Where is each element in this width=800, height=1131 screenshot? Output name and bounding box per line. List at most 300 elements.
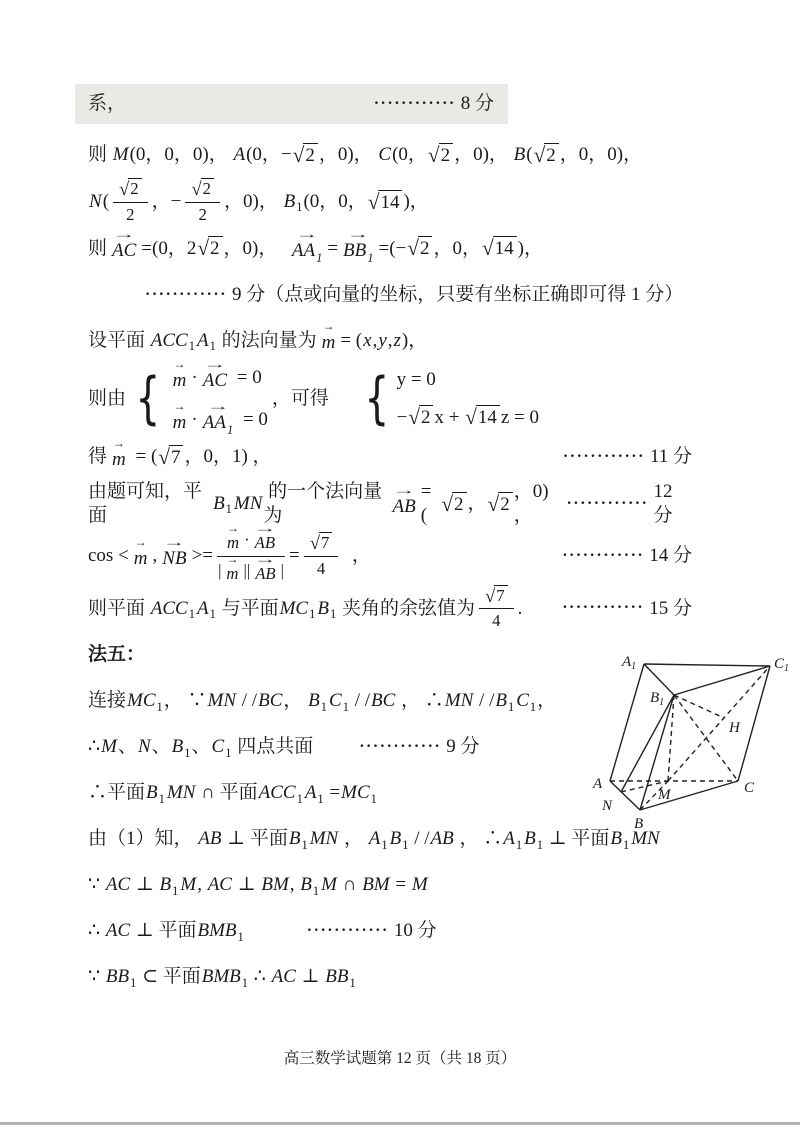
math-t: 14 分 [649, 545, 692, 567]
math-t: ， [342, 545, 371, 567]
system-equation-row [168, 364, 262, 393]
radicand: 14 [476, 405, 500, 430]
math-i: BM [362, 874, 390, 896]
hidden-edge-B1-M [668, 695, 674, 781]
prism-figure [592, 646, 800, 852]
radicand: 2 [128, 178, 141, 200]
math-v: → AC [110, 234, 138, 263]
dot-leader: ············ [145, 285, 228, 303]
math-i: A [233, 144, 246, 166]
dot-leader: ············ [306, 922, 389, 940]
math-sub: 1 [317, 791, 324, 806]
math-v: → AA 1 [201, 406, 235, 435]
line-coord-system-8pts [75, 84, 508, 124]
math-t: = ( [340, 329, 363, 351]
math-sub: 1 [312, 883, 320, 898]
line-conclusion-15pts [88, 585, 692, 633]
math-t: ， [467, 493, 487, 515]
math-sub: 1 [296, 791, 303, 806]
radicand: 7 [319, 532, 332, 554]
math-sub: 1 [237, 929, 244, 944]
math-sub: 1 [209, 606, 216, 621]
math-sq [488, 492, 513, 517]
math-i: BC [258, 690, 283, 712]
math-t: , [372, 329, 378, 351]
math-t: · [191, 367, 198, 389]
radical-sign: √ [408, 405, 420, 430]
math-t: 的一个法向量为 [263, 481, 383, 527]
math-sub: 1 [226, 422, 234, 437]
math-v: → NB [160, 542, 188, 571]
math-sub: 1 [209, 338, 216, 353]
math-t: 则 [88, 144, 112, 166]
math-i: A [368, 828, 381, 850]
edge-B1-C1 [674, 666, 770, 695]
math-t: =(− [378, 237, 407, 259]
math-i: B [610, 828, 622, 850]
math-i: MN [631, 828, 660, 850]
math-t: | [218, 561, 222, 581]
math-t: ，0)， [223, 237, 287, 259]
math-t: ，− [151, 191, 182, 213]
math-i: B [495, 690, 507, 712]
system-equation-row [397, 368, 436, 392]
math-sub: 1 [225, 745, 232, 760]
math-i: MN [233, 493, 263, 515]
math-t: z = 0 [500, 406, 539, 428]
math-i: B [300, 874, 312, 896]
math-sq [465, 405, 500, 430]
math-t: / / [237, 690, 258, 712]
math-sq [310, 532, 333, 554]
math-t: ⊥ 平面 [222, 828, 288, 850]
system-brace: { [364, 366, 390, 432]
line-AB-normal-12pts [88, 480, 692, 528]
radical-sign: √ [465, 405, 477, 430]
math-fr [217, 528, 285, 585]
line-points-N-B1 [88, 178, 692, 226]
radical-sign: √ [367, 189, 380, 214]
math-t: 10 分 [393, 920, 437, 942]
radical-sign: √ [441, 491, 453, 516]
math-v: → m [224, 559, 240, 585]
radicand: 7 [494, 585, 507, 607]
math-t: / / [474, 690, 495, 712]
math-i: AB [430, 828, 454, 850]
page-bottom-edge [0, 1122, 800, 1125]
math-t: / / [409, 828, 430, 850]
math-sub: 1 [367, 251, 374, 266]
radical-sign: √ [191, 179, 202, 200]
math-t: 则 [88, 237, 108, 259]
radicand: 2 [452, 492, 467, 517]
vertex-label-N: N [602, 798, 613, 814]
line-9pts-note [88, 272, 692, 318]
line-m-result-11pts [88, 434, 692, 480]
dot-leader: ············ [562, 448, 645, 466]
math-sub: 1 [402, 837, 409, 852]
math-t: | [280, 561, 284, 581]
math-t: 夹角的余弦值为 [337, 597, 475, 619]
math-i: BB [105, 966, 130, 988]
math-t: >= [191, 545, 213, 567]
math-i: B [288, 828, 301, 850]
math-sq [428, 143, 453, 168]
math-t: 2 [126, 204, 135, 224]
math-t: )， [517, 237, 543, 259]
math-sub: 1 [507, 699, 515, 714]
radical-sign: √ [407, 236, 419, 261]
math-i: M [321, 874, 337, 896]
math-t: )， [403, 191, 429, 213]
math-sub: 1 [296, 200, 303, 215]
radicand: 2 [439, 143, 454, 168]
math-i: M [112, 144, 129, 166]
math-i: B [524, 828, 536, 850]
math-i: MC [127, 690, 156, 712]
math-i: C [211, 736, 225, 758]
math-v: → AB [253, 559, 277, 585]
math-t: ⊥ [232, 874, 261, 896]
math-sys [359, 368, 539, 430]
math-t: y = 0 [396, 369, 436, 391]
math-sub: 1 [130, 975, 137, 990]
math-t: ⊂ 平面 [137, 966, 201, 988]
math-i: z [393, 329, 401, 351]
dot-leader: ············ [562, 547, 645, 565]
math-t: 2 [198, 204, 207, 224]
math-sub: 1 [622, 837, 630, 852]
math-t: ， [339, 828, 368, 850]
radicand: 7 [169, 445, 184, 470]
line-points-MACB [88, 132, 692, 178]
math-sub: 1 [158, 791, 165, 806]
vertex-label-A1: $A_1$ [622, 654, 637, 672]
math-sub: 1 [329, 606, 337, 621]
math-i: B [159, 874, 172, 896]
math-i: B [513, 144, 526, 166]
math-t: 、 [117, 736, 137, 758]
math-v: → m [171, 406, 189, 435]
math-t: , [197, 874, 207, 896]
math-sq [191, 178, 214, 200]
math-t: ， [537, 690, 557, 712]
math-i: A [503, 828, 515, 850]
math-sq [119, 178, 142, 200]
math-v: → AB [390, 490, 417, 519]
math-t: 、 [151, 736, 171, 758]
math-t: ，0)， [318, 144, 378, 166]
math-t: || [243, 561, 251, 581]
fraction-denominator [199, 203, 207, 226]
fraction-denominator [317, 557, 325, 580]
math-i: BC [371, 690, 396, 712]
math-sq [368, 190, 403, 215]
math-i: BMB [197, 920, 237, 942]
radicand: 2 [544, 143, 559, 168]
math-i: B [213, 493, 225, 515]
radicand: 2 [303, 143, 318, 168]
math-t: 连接 [88, 690, 127, 712]
math-t: = 0 [238, 409, 268, 431]
math-t: (0，− [246, 144, 292, 166]
radicand: 2 [498, 492, 513, 517]
math-i: BB [325, 966, 349, 988]
math-i: BM [261, 874, 289, 896]
math-sq [197, 236, 222, 261]
math-t: 法五： [88, 644, 146, 666]
math-t: = ( [420, 481, 437, 527]
math-sub: 1 [156, 699, 163, 714]
math-fr [113, 178, 148, 226]
math-sq [158, 445, 183, 470]
math-i: C [516, 690, 529, 712]
vertex-label-M: M [658, 787, 671, 803]
math-t: = [327, 237, 339, 259]
math-i: MC [341, 782, 370, 804]
radicand: 2 [419, 405, 434, 430]
line-perpendicular-facts [88, 862, 692, 908]
solution-text-block [88, 82, 692, 1000]
math-t: ⊥ 平面 [131, 920, 197, 942]
math-i: BMB [201, 966, 241, 988]
radicand: 14 [493, 236, 517, 261]
math-i: N [89, 191, 102, 213]
math-t: )， [401, 329, 428, 351]
radical-sign: √ [309, 533, 321, 555]
math-t: (0， [392, 144, 427, 166]
math-sub: 1 [188, 338, 195, 353]
math-i: B [389, 828, 402, 850]
math-v: → m [110, 443, 128, 472]
math-t: = [289, 545, 300, 567]
math-sub: 1 [301, 837, 308, 852]
math-i: MN [166, 782, 196, 804]
dot-leader: ············ [562, 599, 645, 617]
math-t: ∴ [88, 920, 105, 942]
radicand: 2 [208, 236, 223, 261]
math-t: ∴平面 [88, 782, 146, 804]
math-t: ⊥ 平面 [543, 828, 610, 850]
math-i: MN [444, 690, 474, 712]
math-i: ACC [150, 329, 188, 351]
math-t: − [396, 406, 408, 428]
math-t: 则由 [88, 388, 127, 410]
math-t: = 0 [232, 367, 262, 389]
fraction-denominator [218, 557, 284, 585]
math-i: AC [207, 874, 232, 896]
math-t: 、 [191, 736, 211, 758]
edge-A1-A [610, 664, 644, 781]
math-sub: 1 [349, 975, 356, 990]
math-sub: 1 [184, 745, 191, 760]
math-sub: 1 [381, 837, 388, 852]
math-i: M [101, 736, 117, 758]
math-i: N [137, 736, 151, 758]
dot-leader: ············ [566, 495, 649, 513]
vertex-label-B1: $B_1$ [650, 690, 665, 708]
math-t: ，0) ， [513, 481, 554, 527]
math-sys [130, 364, 268, 435]
radical-sign: √ [487, 491, 500, 516]
math-t: 9 分（点或向量的坐标，只要有坐标正确即可得 1 分） [232, 283, 684, 305]
math-t: (0，0，0)， [129, 144, 233, 166]
math-t: ∩ [337, 874, 362, 896]
math-t: 8 分 [460, 93, 494, 115]
math-t: 11 分 [649, 446, 692, 468]
system-rows [397, 368, 539, 430]
math-v: → AC [201, 364, 229, 393]
math-sub: 1 [370, 791, 377, 806]
system-rows [168, 364, 268, 435]
math-t: ， [283, 690, 308, 712]
math-sub: 1 [309, 606, 316, 621]
radicand: 2 [201, 178, 214, 200]
math-t: / / [349, 690, 370, 712]
math-i: A [304, 782, 317, 804]
system-equation-row [397, 405, 539, 430]
math-i: A [196, 329, 209, 351]
math-i: ACC [150, 597, 188, 619]
math-t: ，0， [433, 237, 481, 259]
math-t: 12 分 [653, 481, 678, 527]
radical-sign: √ [481, 236, 494, 261]
fraction-denominator [492, 609, 500, 632]
math-t: 得 [88, 446, 108, 468]
math-t: · [191, 409, 198, 431]
math-sq [407, 236, 432, 261]
math-t: ∵ [88, 966, 105, 988]
math-t: ，0)， [224, 191, 283, 213]
math-t: . [517, 597, 523, 619]
math-sub: 1 [316, 251, 323, 266]
math-i: y [378, 329, 387, 351]
prism-figure-container [592, 646, 800, 857]
math-t: ，可得 [271, 388, 329, 410]
math-t: = [324, 782, 341, 804]
radical-sign: √ [427, 142, 440, 167]
math-sub: 1 [536, 837, 543, 852]
math-t: ( [102, 191, 110, 213]
math-fr [185, 178, 220, 226]
radical-sign: √ [119, 179, 130, 200]
math-t: ∩ 平面 [196, 782, 258, 804]
math-v: → AA 1 [290, 234, 324, 263]
fraction-numerator [304, 532, 339, 557]
math-sq [408, 405, 433, 430]
system-equation-row [168, 406, 268, 435]
math-t: (0，0， [303, 191, 367, 213]
edge-A1-C1 [644, 664, 770, 666]
math-t: 4 [492, 611, 501, 631]
vertex-label-H: H [729, 720, 740, 736]
dot-leader: ············ [373, 95, 456, 112]
math-i: AC [105, 920, 131, 942]
math-sq [482, 236, 517, 261]
math-t: 设平面 [88, 329, 150, 351]
math-t: , [289, 874, 300, 896]
vertex-label-A: A [593, 776, 603, 792]
math-i: MC [279, 597, 309, 619]
vertex-label-B: B [634, 816, 644, 832]
fraction-numerator [185, 178, 220, 203]
page-footer: 高三数学试题第 12 页（共 18 页） [283, 1050, 517, 1067]
math-t: ， ∵ [163, 690, 207, 712]
math-sub: 1 [529, 699, 537, 714]
radical-sign: √ [484, 585, 496, 607]
hidden-edge-B1-H [674, 695, 724, 718]
math-i: MN [309, 828, 339, 850]
math-t: 的法向量为 [216, 329, 317, 351]
math-v: → BB 1 [341, 234, 375, 263]
math-t: 四点共面 [232, 736, 314, 758]
fraction-numerator [479, 585, 514, 610]
math-i: AC [105, 874, 131, 896]
math-i: AB [198, 828, 222, 850]
math-sub: 1 [188, 606, 195, 621]
radical-sign: √ [292, 142, 305, 167]
math-t: ， ∴ [396, 690, 444, 712]
math-t: ⊥ [296, 966, 325, 988]
math-i: AC [271, 966, 296, 988]
math-v: → m [225, 528, 241, 554]
line-BB1-conclusion [88, 954, 692, 1000]
line-cos-formula-14pts [88, 528, 692, 585]
line-vectors-AC-AA1 [88, 226, 692, 272]
radical-sign: √ [158, 444, 170, 469]
math-i: x [363, 329, 372, 351]
math-t: 与平面 [216, 597, 279, 619]
math-t: 则平面 [88, 597, 150, 619]
math-v: → m [132, 542, 150, 571]
math-t: 9 分 [446, 736, 480, 758]
math-fr [479, 585, 514, 633]
math-fr [304, 532, 339, 580]
math-t: = [390, 874, 411, 896]
math-i: MN [207, 690, 237, 712]
math-t: , [387, 329, 393, 351]
math-i: A [196, 597, 209, 619]
math-t: =(0，2 [141, 237, 197, 259]
fraction-numerator [113, 178, 148, 203]
math-i: B [171, 736, 184, 758]
math-v: → AB [253, 528, 277, 554]
math-i: C [378, 144, 392, 166]
math-t: , [152, 545, 158, 567]
vertex-label-C1: $C_1$ [774, 656, 790, 674]
math-sq [441, 492, 466, 517]
radicand: 2 [418, 236, 433, 261]
math-t: x + [434, 406, 465, 428]
math-t: = ( [130, 446, 158, 468]
math-t: ∵ [88, 874, 105, 896]
math-sq [293, 143, 318, 168]
math-sub: 1 [320, 699, 327, 714]
math-v: → m [320, 326, 338, 355]
math-t: ，0)， [454, 144, 513, 166]
math-i: M [180, 874, 197, 896]
math-t: ( [526, 144, 533, 166]
dot-leader: ············ [359, 738, 442, 756]
math-t: ， ∴ [454, 828, 503, 850]
math-i: B [317, 597, 329, 619]
edge-B1-N [621, 695, 674, 792]
math-i: ACC [258, 782, 296, 804]
math-t: 4 [316, 559, 326, 579]
line-equation-system [88, 364, 692, 435]
math-i: M [411, 874, 428, 896]
system-brace: { [135, 366, 161, 432]
